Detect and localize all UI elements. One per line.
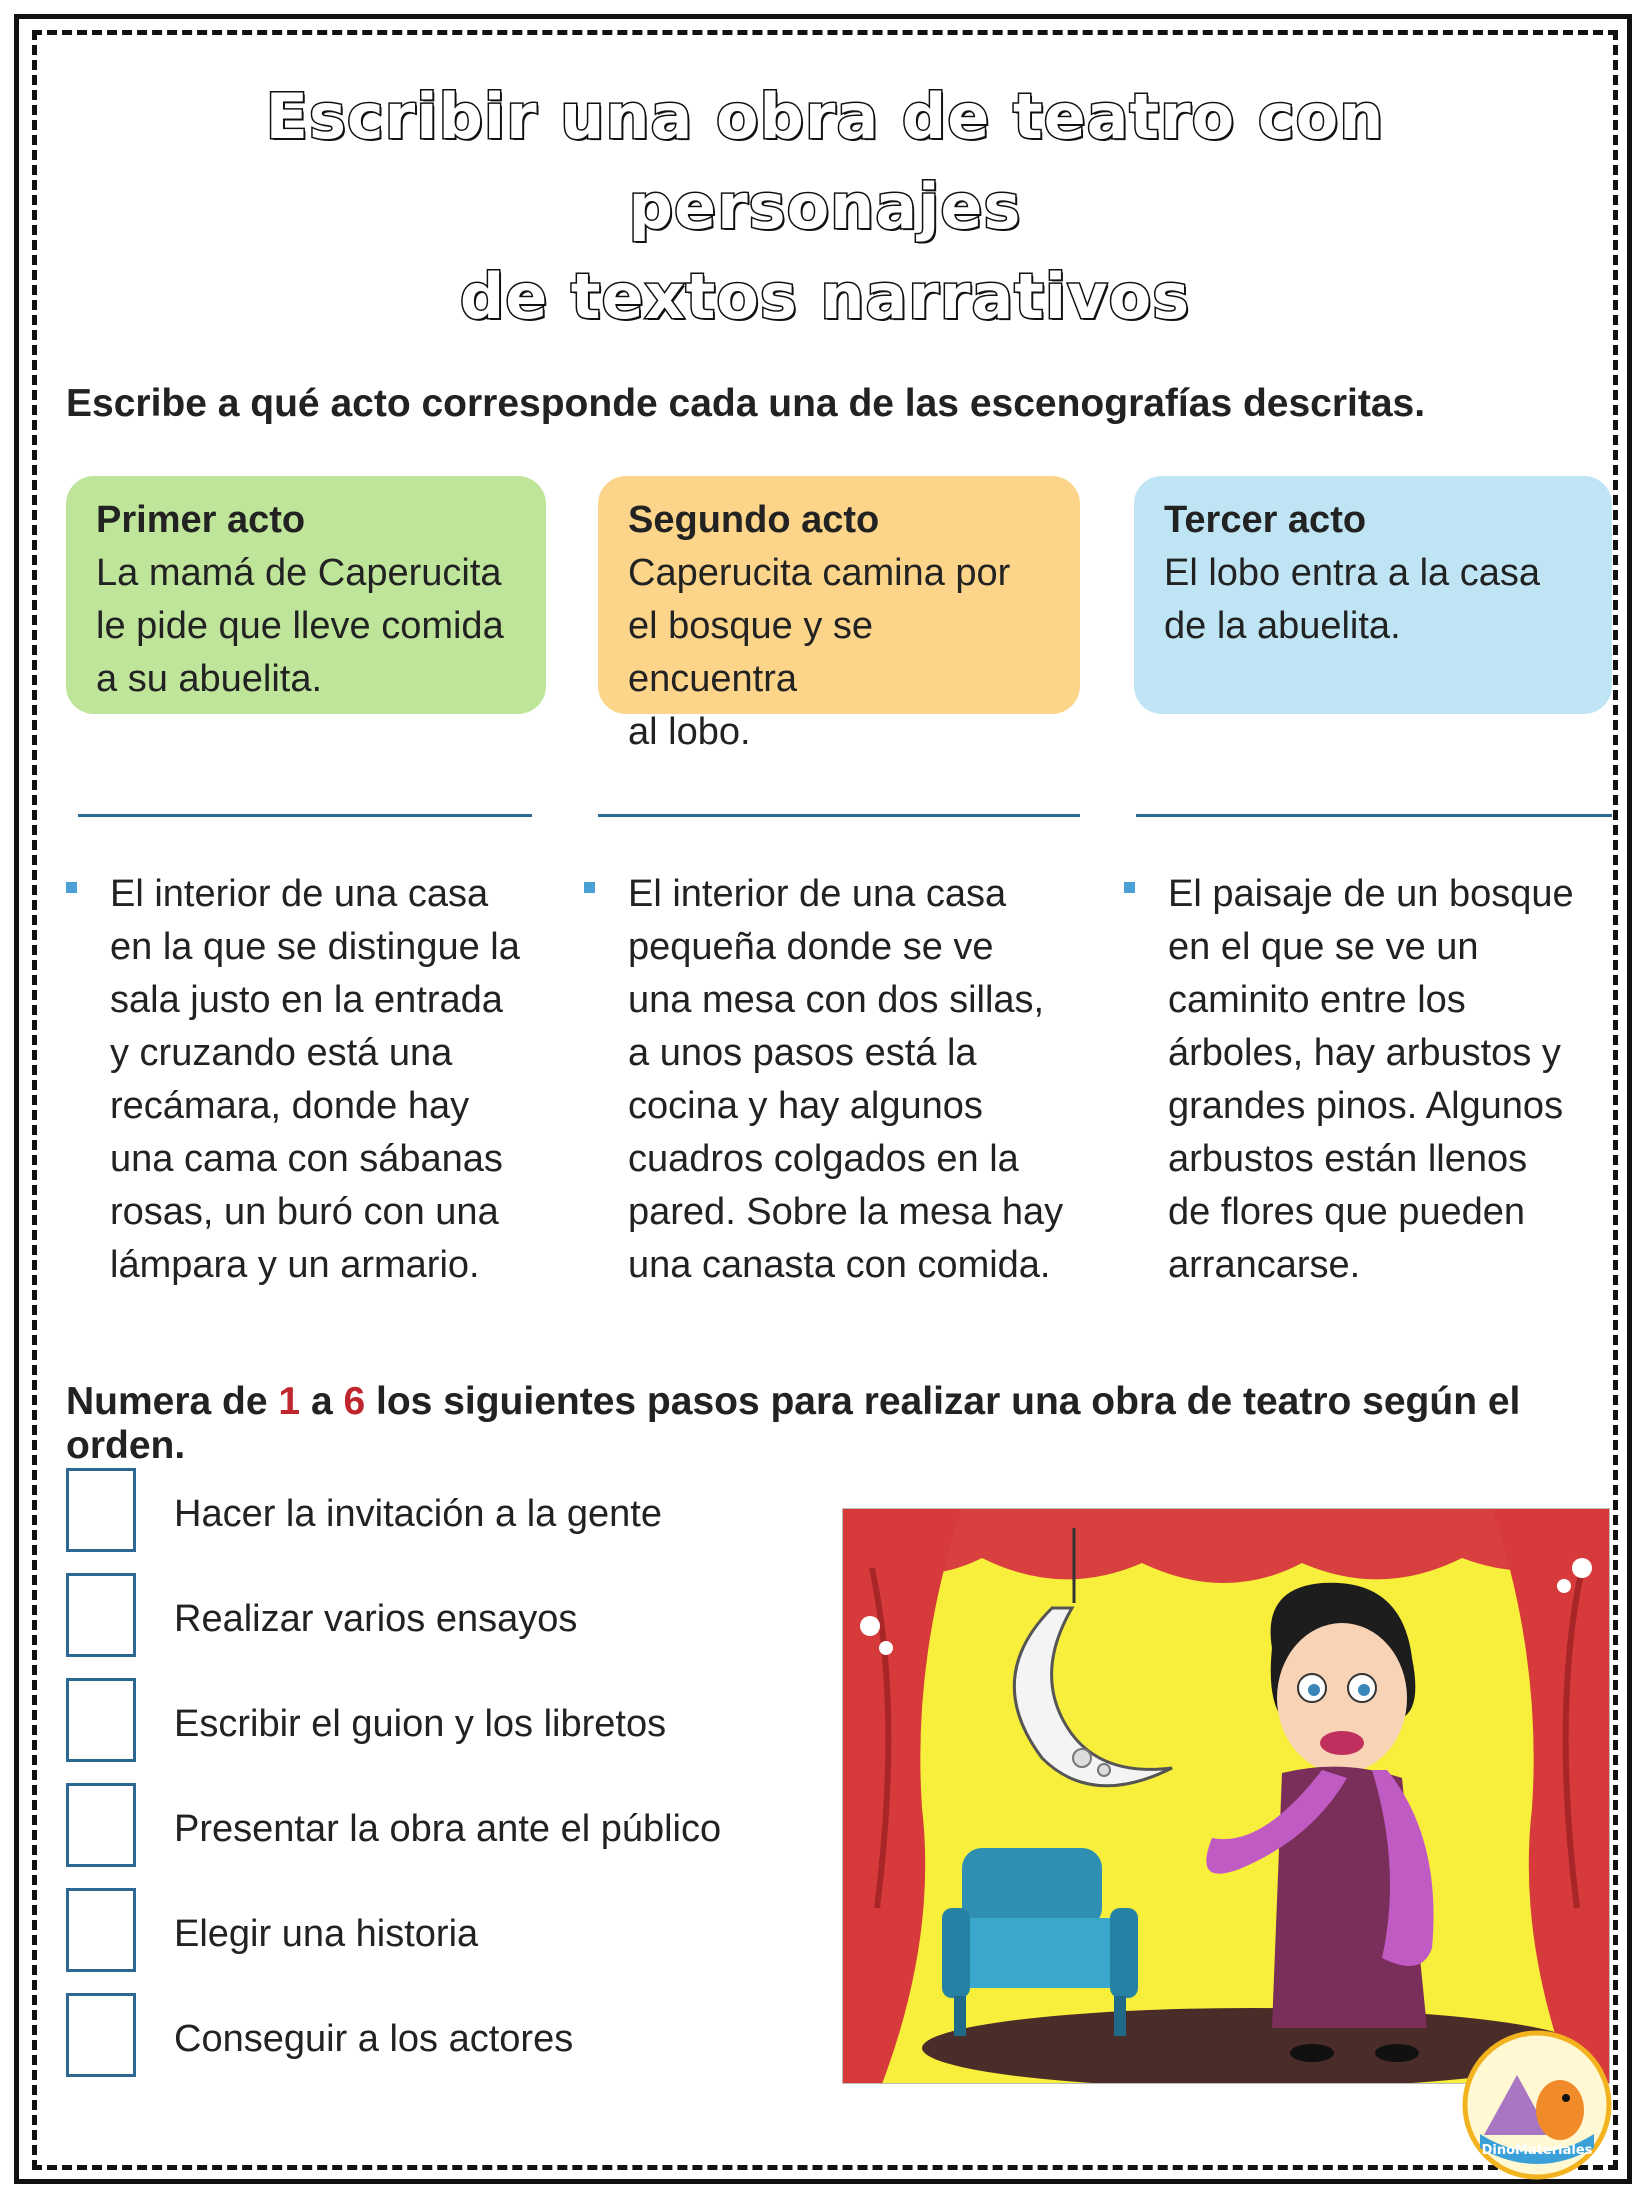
step-number-box-4[interactable]: [66, 1783, 136, 1867]
scene-line: El paisaje de un bosque: [1168, 873, 1574, 915]
curtain-dot: [860, 1616, 880, 1636]
instruction-text: a: [300, 1380, 344, 1423]
curtain-dot: [1572, 1558, 1592, 1578]
step-label-2: Realizar varios ensayos: [174, 1598, 578, 1640]
step-number-box-1[interactable]: [66, 1468, 136, 1552]
scene-description-2: [628, 868, 1063, 1292]
scene-line: El interior de una casa: [110, 873, 489, 915]
step-label-1: Hacer la invitación a la gente: [174, 1493, 662, 1535]
number-six: 6: [343, 1380, 366, 1423]
instruction-text: los siguientes pasos para realizar una obra de teatro según el orden.: [66, 1380, 1521, 1467]
scene-line: a unos pasos está la: [628, 1032, 977, 1074]
square-bullet-icon: [584, 882, 595, 893]
step-label-5: Elegir una historia: [174, 1913, 479, 1955]
act-line: al lobo.: [628, 711, 751, 753]
number-one: 1: [278, 1380, 301, 1423]
scene-line: y cruzando está una: [110, 1032, 453, 1074]
scene-line: lámpara y un armario.: [110, 1244, 480, 1286]
scene-line: una cama con sábanas: [110, 1138, 503, 1180]
act-title: Segundo acto: [628, 499, 880, 541]
dinosaur-eye: [1562, 2094, 1570, 2102]
scene-line: rosas, un buró con una: [110, 1191, 499, 1233]
armchair-arm: [942, 1908, 970, 1998]
actress-shoe: [1290, 2044, 1334, 2062]
act-line: le pide que lleve comida: [96, 605, 504, 647]
scene-line: una canasta con comida.: [628, 1244, 1051, 1286]
moon-crater: [1098, 1764, 1110, 1776]
actress-shoe: [1375, 2044, 1419, 2062]
act-card-3: [1134, 476, 1612, 714]
armchair-leg: [954, 1996, 966, 2036]
scene-line: caminito entre los: [1168, 979, 1466, 1021]
scene-line: El interior de una casa: [628, 873, 1007, 915]
scene-line: cocina y hay algunos: [628, 1085, 983, 1127]
actress-mouth: [1320, 1731, 1364, 1755]
armchair-arm: [1110, 1908, 1138, 1998]
curtain-dot: [1557, 1579, 1571, 1593]
logo-text: DinoMateriales: [1481, 2143, 1593, 2158]
act-line: de la abuelita.: [1164, 605, 1401, 647]
dinosaur-icon: [1536, 2080, 1584, 2140]
scene-description-3: [1168, 868, 1574, 1292]
act-title: Tercer acto: [1164, 499, 1367, 541]
actress-pupil: [1308, 1684, 1320, 1696]
worksheet-title: [60, 72, 1590, 342]
scene-line: arrancarse.: [1168, 1244, 1361, 1286]
scene-line: una mesa con dos sillas,: [628, 979, 1045, 1021]
square-bullet-icon: [1124, 882, 1135, 893]
scene-line: árboles, hay arbustos y: [1168, 1032, 1561, 1074]
step-number-box-6[interactable]: [66, 1993, 136, 2077]
scene-line: pared. Sobre la mesa hay: [628, 1191, 1064, 1233]
scene-line: cuadros colgados en la: [628, 1138, 1019, 1180]
scene-line: grandes pinos. Algunos: [1168, 1085, 1564, 1127]
step-label-6: Conseguir a los actores: [174, 2018, 574, 2060]
theater-stage-illustration: [842, 1508, 1610, 2084]
answer-line-2[interactable]: [598, 814, 1080, 817]
section1-instruction: Escribe a qué acto corresponde cada una de las escenografías descritas.: [66, 382, 1426, 425]
act-line: a su abuelita.: [96, 658, 323, 700]
scene-description-1: [110, 868, 520, 1292]
scene-line: en la que se distingue la: [110, 926, 520, 968]
act-title: Primer acto: [96, 499, 306, 541]
scene-line: sala justo en la entrada: [110, 979, 503, 1021]
answer-line-1[interactable]: [78, 814, 532, 817]
step-label-4: Presentar la obra ante el público: [174, 1808, 722, 1850]
title-line-1: Escribir una obra de teatro con personajes: [265, 80, 1385, 243]
step-label-3: Escribir el guion y los libretos: [174, 1703, 667, 1745]
dinomateriales-logo: [1462, 2030, 1612, 2180]
actress-pupil: [1358, 1684, 1370, 1696]
armchair-seat: [952, 1918, 1127, 1988]
scene-line: pequeña donde se ve: [628, 926, 994, 968]
square-bullet-icon: [66, 882, 77, 893]
instruction-text: Numera de: [66, 1380, 279, 1423]
answer-line-3[interactable]: [1136, 814, 1612, 817]
curtain-dot: [879, 1641, 893, 1655]
act-line: el bosque y se encuentra: [628, 605, 874, 700]
act-card-1: [66, 476, 546, 714]
scene-line: de flores que pueden: [1168, 1191, 1526, 1233]
title-line-2: de textos narrativos: [459, 260, 1191, 333]
scene-line: recámara, donde hay: [110, 1085, 470, 1127]
moon-crater: [1073, 1749, 1091, 1767]
step-number-box-3[interactable]: [66, 1678, 136, 1762]
scene-line: arbustos están llenos: [1168, 1138, 1528, 1180]
act-line: La mamá de Caperucita: [96, 552, 502, 594]
armchair-back: [962, 1848, 1102, 1928]
section2-instruction: [66, 1380, 1650, 1468]
scene-line: en el que se ve un: [1168, 926, 1479, 968]
act-card-2: [598, 476, 1080, 753]
act-line: El lobo entra a la casa: [1164, 552, 1541, 594]
act-line: Caperucita camina por: [628, 552, 1011, 594]
armchair-leg: [1114, 1996, 1126, 2036]
step-number-box-5[interactable]: [66, 1888, 136, 1972]
step-number-box-2[interactable]: [66, 1573, 136, 1657]
